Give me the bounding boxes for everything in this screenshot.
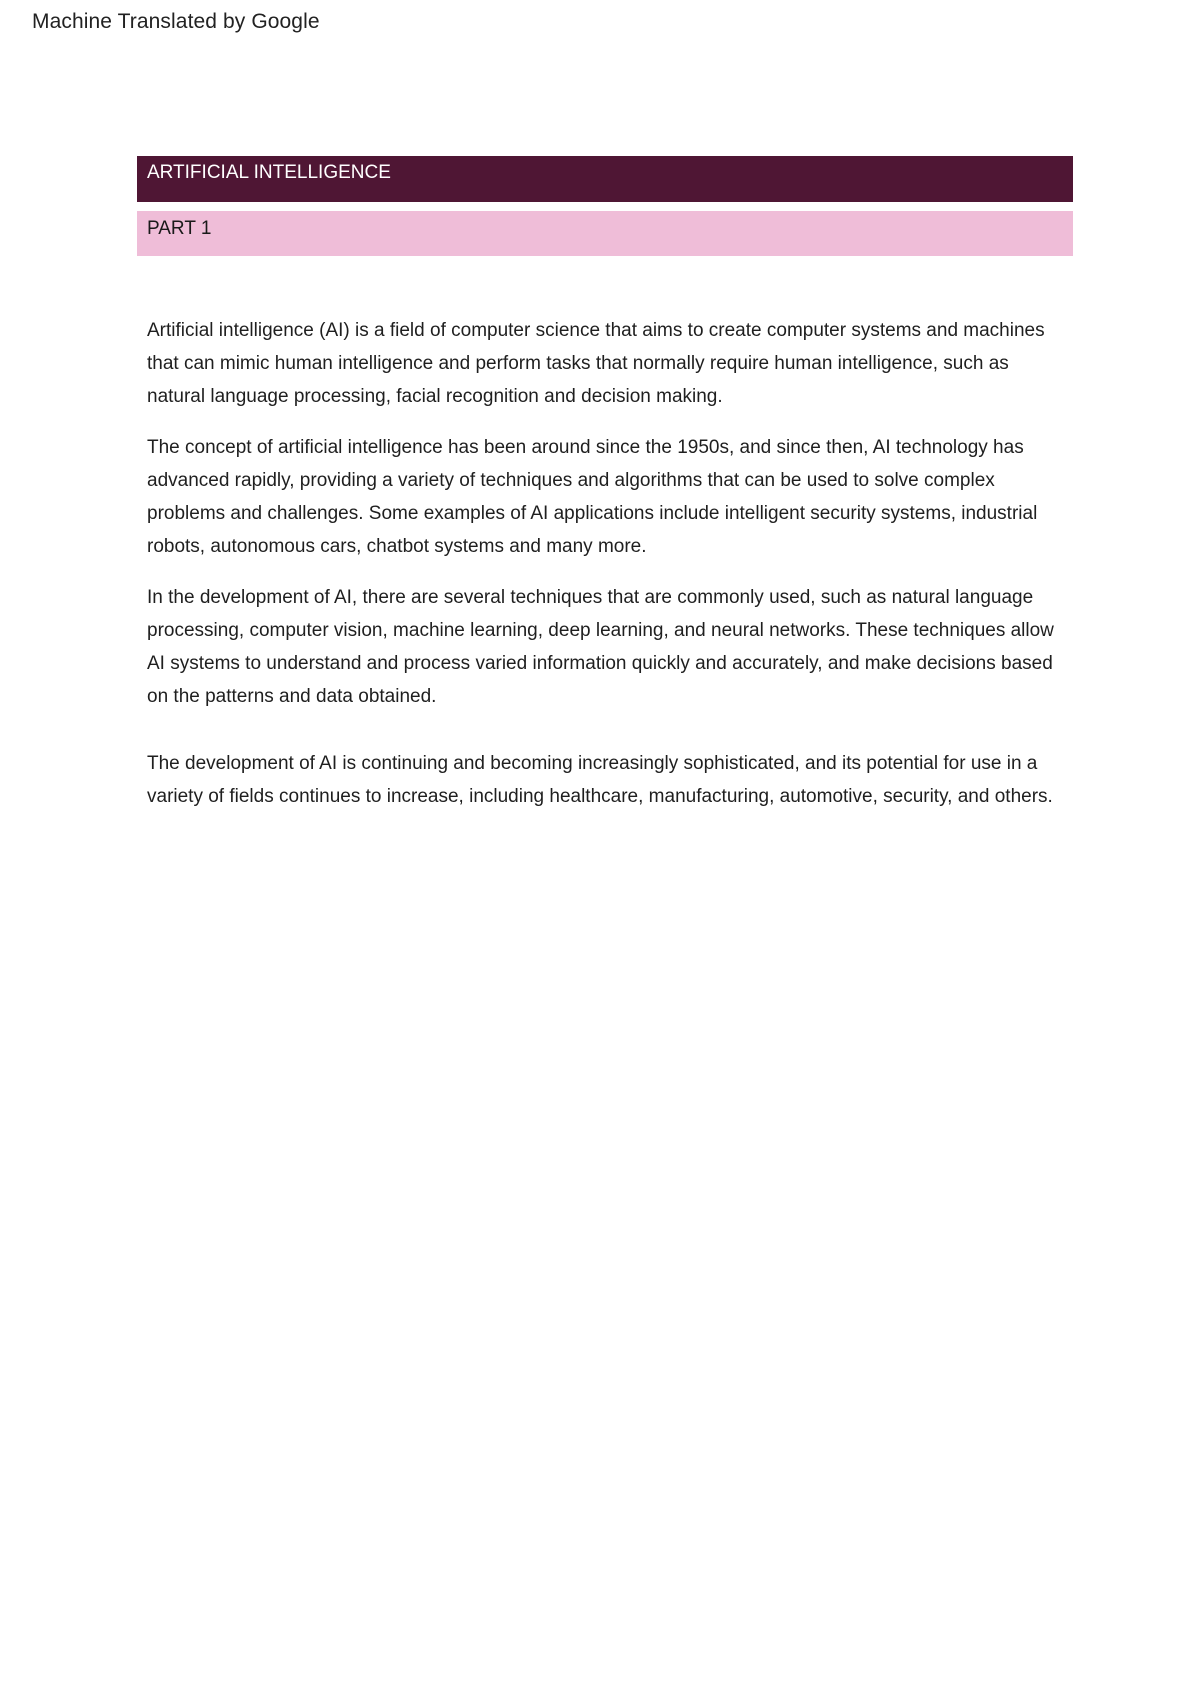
document-body xyxy=(147,314,1067,831)
machine-translated-label: Machine Translated by Google xyxy=(32,10,320,33)
paragraph-ai-history: The concept of artificial intelligence has been around since the 1950s, and since then, AI technology has advanced rapidly, providing a variety of techniques and algorithms that can be used to solve complex problems and challenges. Some examples of AI applications include intelligent security systems, industrial robots, autonomous cars, chatbot systems and many more. xyxy=(147,437,1038,557)
document-title-banner: ARTIFICIAL INTELLIGENCE xyxy=(137,156,1073,202)
part-heading-banner: PART 1 xyxy=(137,211,1073,256)
paragraph-ai-techniques: In the development of AI, there are several techniques that are commonly used, such as natural language processing, computer vision, machine learning, deep learning, and neural networks. These techniques allow AI systems to understand and process varied information quickly and accurately, and make decisions based on the patterns and data obtained. xyxy=(147,587,1054,707)
paragraph-ai-definition: Artificial intelligence (AI) is a field of computer science that aims to create computer systems and machines that can mimic human intelligence and perform tasks that normally require human intelligence, such as natural language processing, facial recognition and decision making. xyxy=(147,320,1045,407)
paragraph-ai-future: The development of AI is continuing and becoming increasingly sophisticated, and its potential for use in a variety of fields continues to increase, including healthcare, manufacturing, automotive, security, and others. xyxy=(147,753,1053,807)
